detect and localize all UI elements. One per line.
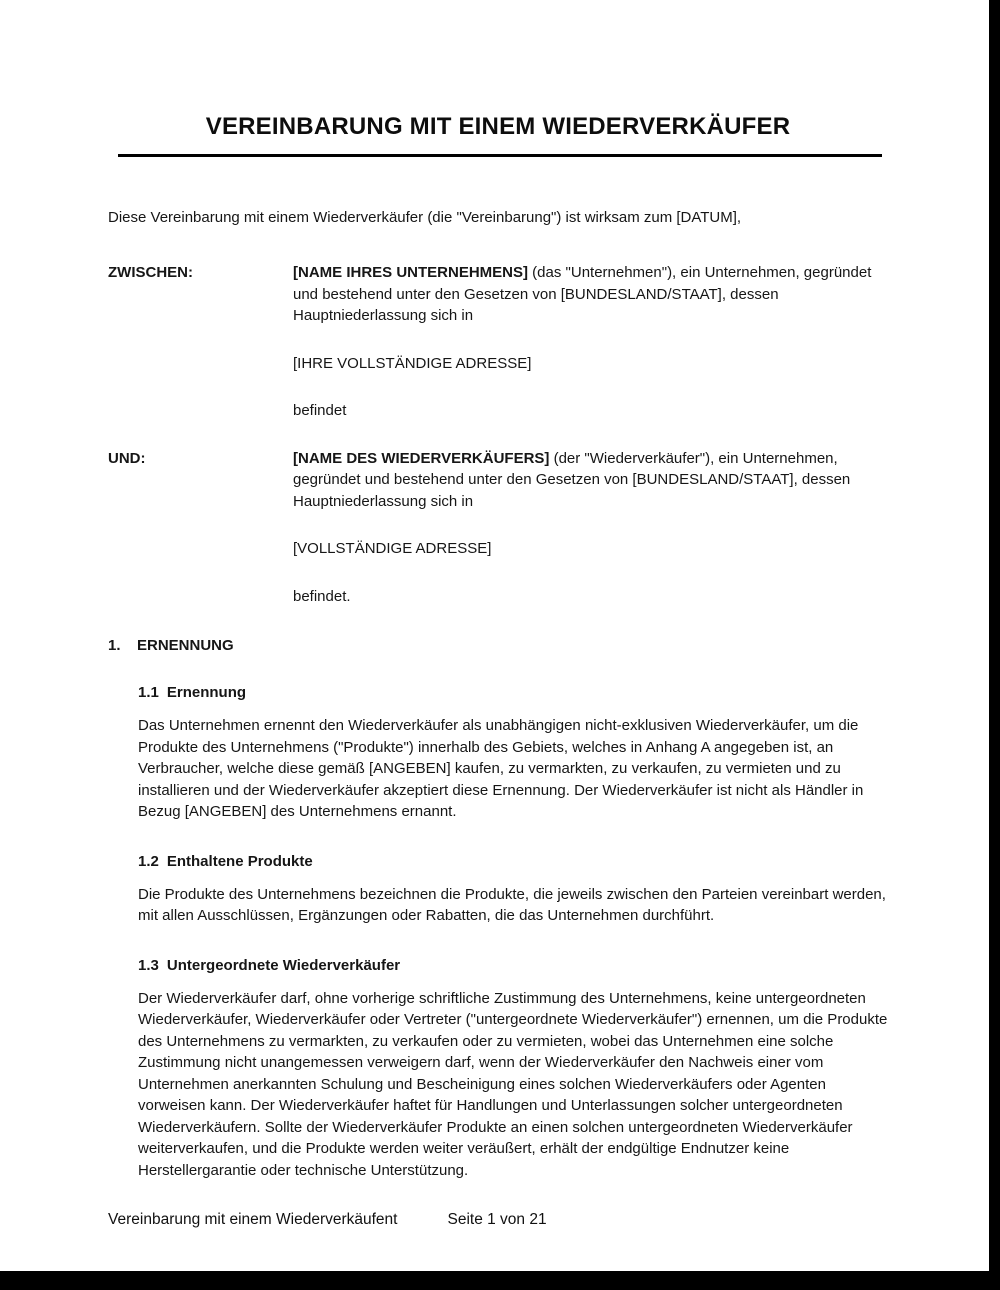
party-details (293, 262, 888, 422)
party-label-zwischen: ZWISCHEN: (108, 264, 193, 281)
page-footer (108, 1211, 547, 1229)
party-name: [NAME IHRES UNTERNEHMENS] (293, 264, 529, 281)
party-clause-text: (der "Wiederverkäufer"), ein Unternehmen, gegründet und bestehend unter den Gesetzen von [BUNDESLAND/STAAT], dessen Hauptniederlassung sich in (293, 449, 851, 510)
subsection-number: 1.1 (138, 684, 159, 701)
party-details (293, 448, 888, 608)
party-closing: befindet (293, 402, 347, 419)
subsection-1-3-body: Der Wiederverkäufer darf, ohne vorherige schriftliche Zustimmung des Unternehmens, keine untergeordneten Wiederverkäufer, Wiederverkäufer oder Vertreter ("untergeordnete Wiederverkäufer") ernennen, um die Produkte des Unternehmens zu vermarkten, zu verkaufen oder zu vermieten, wobei das Unternehmen eine solche Zustimmung nicht unangemessen verweigern darf, wenn der Wiederverkäufer den Nachweis einer vom Unternehmen anerkannten Schulung und Bescheinigung eines solchen Wiederverkäufers oder Agenten vorweisen kann. Der Wiederverkäufer haftet für Handlungen und Unterlassungen solcher untergeordneten Wiederverkäufern. Sollte der Wiederverkäufer Produkte an einen solchen untergeordneten Wiederverkäufer weiterverkaufen, und die Produkte werden weiter veräußert, erhält der endgültige Endnutzer keine Herstellergarantie oder technische Unterstützung. (138, 989, 888, 1179)
subsection-1-2-body: Die Produkte des Unternehmens bezeichnen die Produkte, die jeweils zwischen den Parteien vereinbart werden, mit allen Ausschlüssen, Ergänzungen oder Rabatten, die das Unternehmen durchführt. (138, 885, 886, 924)
party-name: [NAME DES WIEDERVERKÄUFERS] (293, 449, 550, 467)
party-label-und: UND: (108, 449, 146, 467)
subsection-1-3-heading (108, 957, 888, 974)
party-address: [IHRE VOLLSTÄNDIGE ADRESSE] (293, 354, 532, 372)
subsection-title: Untergeordnete Wiederverkäufer (166, 956, 401, 974)
party-clause (293, 448, 888, 513)
title-rule (118, 154, 882, 157)
subsection-number: 1.3 (138, 956, 159, 974)
party-closing: befindet. (293, 587, 351, 605)
intro-paragraph: Diese Vereinbarung mit einem Wiederverkäufer (die "Vereinbarung") ist wirksam zum [DATUM], (108, 209, 742, 226)
section-number: 1. (108, 637, 121, 654)
footer-page-indicator: Seite 1 von 21 (447, 1211, 547, 1228)
footer-document-name: Vereinbarung mit einem Wiederverkäufent (108, 1211, 398, 1228)
party-block-zwischen (108, 262, 888, 422)
party-clause-text: (das "Unternehmen"), ein Unternehmen, gegründet und bestehend unter den Gesetzen von [BUNDESLAND/STAAT], dessen Hauptniederlassung sich in (293, 264, 872, 324)
scan-edge-bottom (0, 1271, 1000, 1290)
section-1-heading (108, 637, 888, 654)
subsection-1-1-heading (108, 684, 888, 701)
subsection-title: Enthaltene Produkte (166, 852, 313, 870)
scan-edge-right (989, 0, 1000, 1290)
subsection-1-2-heading (108, 853, 888, 870)
subsection-number: 1.2 (138, 852, 159, 870)
party-block-und (108, 448, 888, 608)
subsection-title: Ernennung (166, 684, 247, 701)
document-title: VEREINBARUNG MIT EINEM WIEDERVERKÄUFER (205, 113, 791, 140)
document-body (108, 0, 888, 1181)
party-address: [VOLLSTÄNDIGE ADRESSE] (293, 540, 492, 557)
party-clause (293, 262, 888, 327)
section-title: ERNENNUNG (137, 637, 234, 654)
subsection-1-1-body: Das Unternehmen ernennt den Wiederverkäufer als unabhängigen nicht-exklusiven Wiederverkäufer, um die Produkte des Unternehmens ("Produkte") innerhalb des Gebiets, welches in Anhang A angegeben ist, an Verbraucher, welche diese gemäß [ANGEBEN] kaufen, zu vermarkten, zu verkaufen, zu vermieten und zu installieren und der Wiederverkäufer akzeptiert diese Ernennung. Der Wiederverkäufer ist nicht als Händler in Bezug [ANGEBEN] des Unternehmens ernannt. (138, 717, 864, 820)
